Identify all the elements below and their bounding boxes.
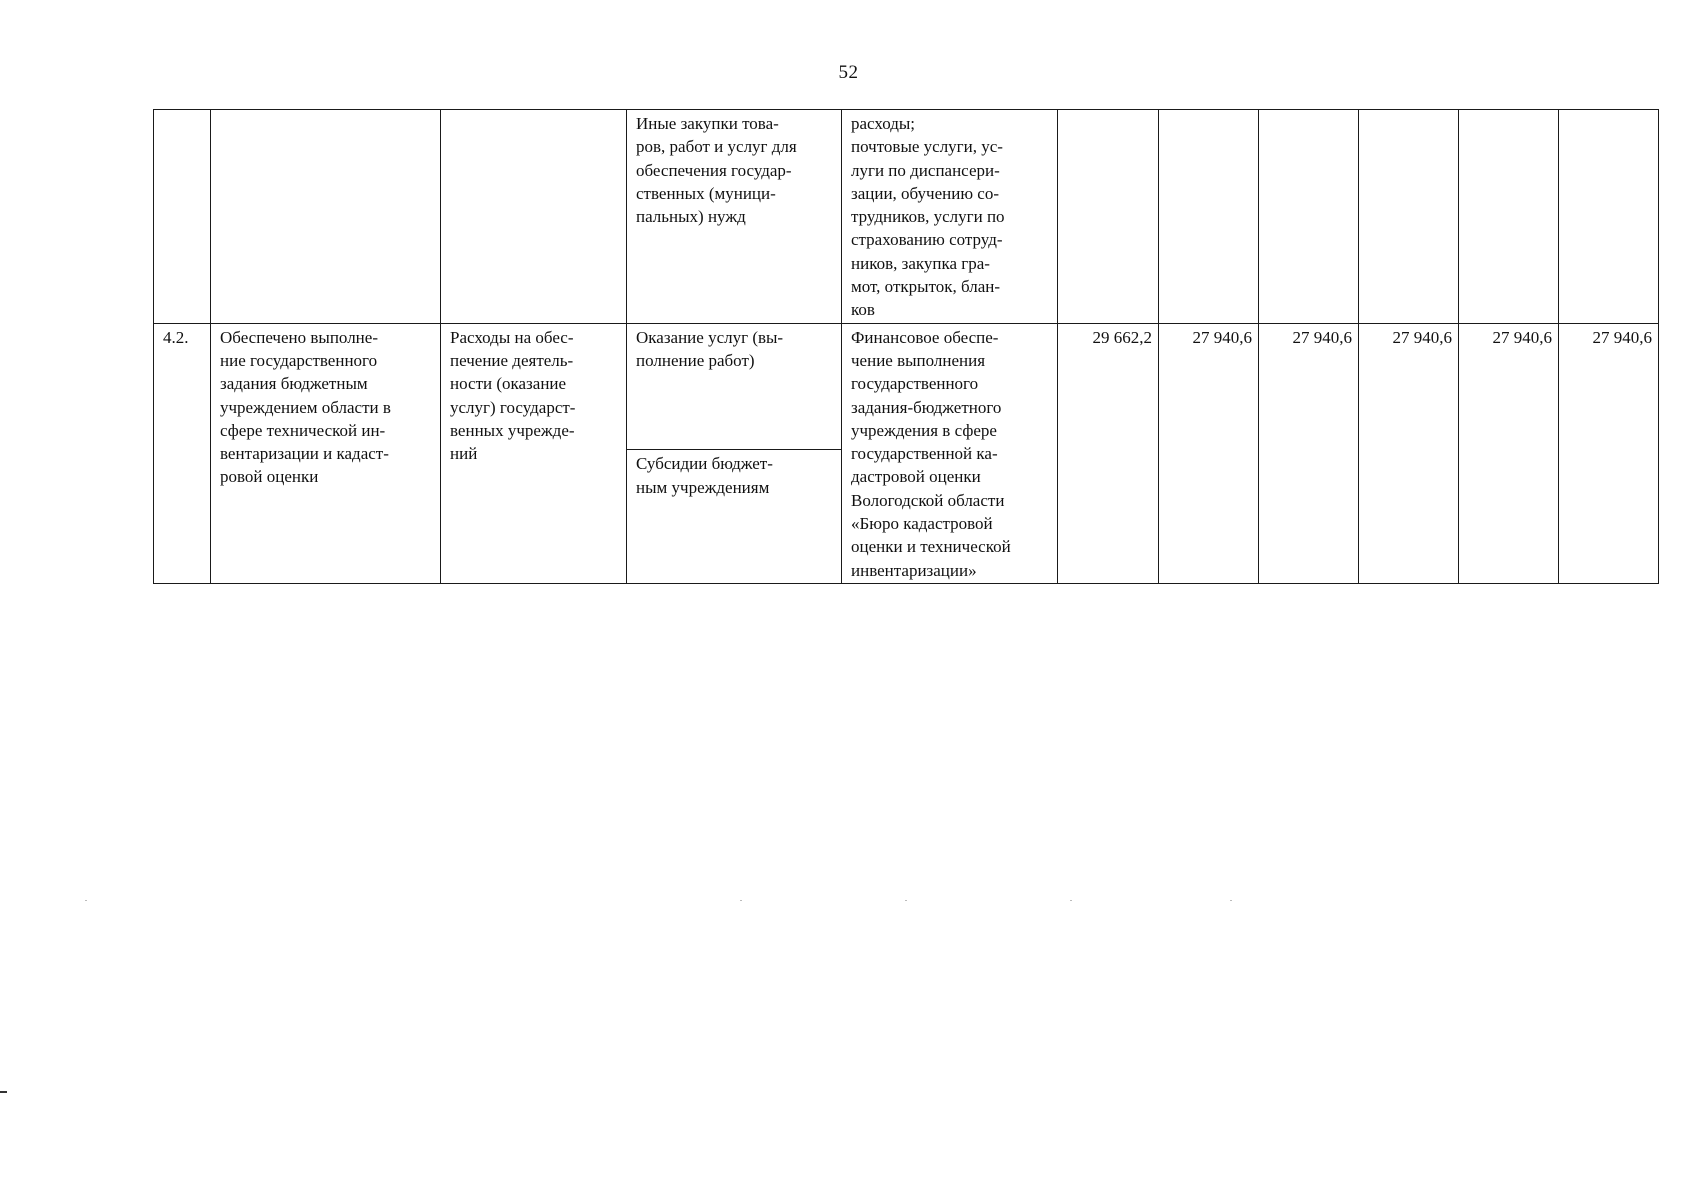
cell-direction: Финансовое обеспе- чение выполнения государственного задания-бюджетного учреждения в сфере государственной ка- дастровой оценки Вологодской области «Бюро кадастровой оценки и технической инвентаризации»: [842, 323, 1058, 583]
cell-expense-type-services: Оказание услуг (вы- полнение работ): [627, 323, 842, 450]
cell-expense-empty: [441, 110, 627, 324]
cell-value-2: 27 940,6: [1159, 323, 1259, 583]
table-row-continuation: [154, 110, 1659, 324]
cell-value-1: 29 662,2: [1058, 323, 1159, 583]
cell-result: Обеспечено выполне- ние государственного задания бюджетным учреждением области в сфере технической ин- вентаризации и кадаст- ровой оценки: [211, 323, 441, 583]
table-row-4-2: [154, 323, 1659, 450]
cell-value-empty: [1259, 110, 1359, 324]
cell-row-index: 4.2.: [154, 323, 211, 583]
cell-expense-type-subsidies: Субсидии бюджет- ным учреждениям: [627, 450, 842, 584]
budget-table: [153, 109, 1659, 584]
page-number: 52: [838, 62, 859, 83]
cell-value-empty: [1159, 110, 1259, 324]
cell-value-3: 27 940,6: [1259, 323, 1359, 583]
cell-value-empty: [1459, 110, 1559, 324]
cell-value-6: 27 940,6: [1559, 323, 1659, 583]
cell-expense-type-other-purchases: Иные закупки това- ров, работ и услуг для обеспечения государ- ственных (муници- пальных) нужд: [627, 110, 842, 324]
cell-value-empty: [1559, 110, 1659, 324]
scan-artifact-dash: [0, 1091, 7, 1093]
cell-value-empty: [1359, 110, 1459, 324]
cell-direction-continuation: расходы; почтовые услуги, ус- луги по диспансери- зации, обучению со- трудников, услуги по страхованию сотруд- ников, закупка гра- мот, открыток, блан- ков: [842, 110, 1058, 324]
cell-expense: Расходы на обес- печение деятель- ности (оказание услуг) государст- венных учрежде- ний: [441, 323, 627, 583]
cell-index-empty: [154, 110, 211, 324]
cell-value-5: 27 940,6: [1459, 323, 1559, 583]
cell-value-empty: [1058, 110, 1159, 324]
scan-artifact-dots: [85, 900, 1235, 901]
cell-result-empty: [211, 110, 441, 324]
cell-value-4: 27 940,6: [1359, 323, 1459, 583]
